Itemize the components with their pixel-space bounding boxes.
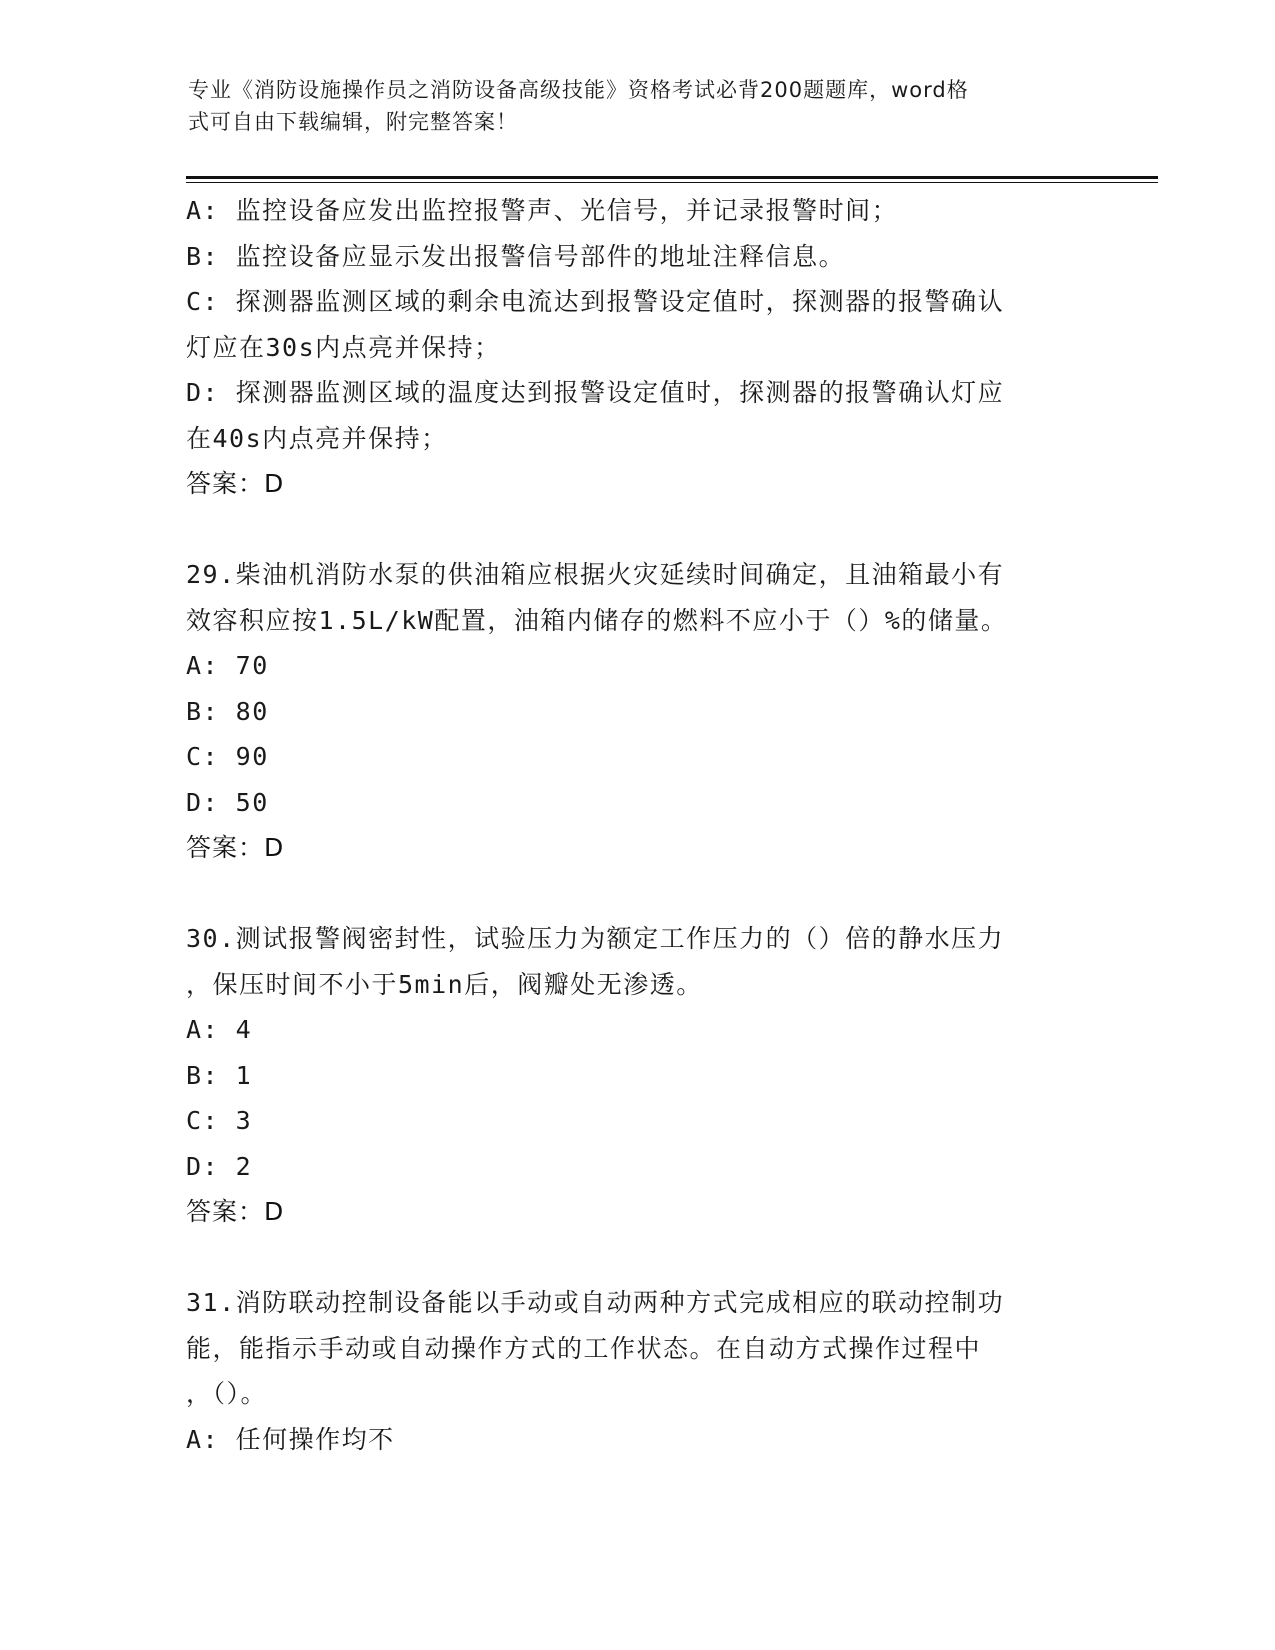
document-header	[188, 74, 1068, 138]
question-30-block	[186, 916, 1076, 1235]
header-title-line-1: 专业《消防设施操作员之消防设备高级技能》资格考试必背200题题库，word格	[188, 78, 969, 102]
q30-answer: 答案：D	[186, 1197, 285, 1226]
q31-stem-line-1: 31.消防联动控制设备能以手动或自动两种方式完成相应的联动控制功	[186, 1288, 1005, 1317]
q29-option-d: D: 50	[186, 787, 269, 817]
q28-option-b: B: 监控设备应显示发出报警信号部件的地址注释信息。	[186, 241, 846, 271]
q29-option-b: B: 80	[186, 696, 269, 726]
question-29-block	[186, 552, 1076, 871]
spacer	[186, 1235, 1076, 1281]
question-content	[186, 188, 1076, 1462]
question-31-block	[186, 1280, 1076, 1462]
q28-option-d-line-2: 在40s内点亮并保持；	[186, 423, 448, 453]
header-divider-thin	[186, 182, 1158, 183]
header-title-line-2: 式可自由下载编辑，附完整答案！	[188, 110, 518, 134]
q29-option-a: A: 70	[186, 651, 269, 680]
q29-answer: 答案：D	[186, 833, 285, 862]
q30-option-b: B: 1	[186, 1060, 253, 1090]
header-divider-thick	[186, 176, 1158, 179]
q29-stem-line-2: 效容积应按1.5L/kW配置，油箱内储存的燃料不应小于（）%的储量。	[186, 605, 1008, 635]
question-28-block	[186, 188, 1076, 507]
q28-option-a: A: 监控设备应发出监控报警声、光信号，并记录报警时间；	[186, 196, 899, 225]
q30-option-c: C: 3	[186, 1106, 253, 1135]
q28-option-d-line-1: D: 探测器监测区域的温度达到报警设定值时，探测器的报警确认灯应	[186, 378, 1005, 407]
q28-option-c-line-1: C: 探测器监测区域的剩余电流达到报警设定值时，探测器的报警确认	[186, 287, 1005, 316]
q31-stem-line-2: 能，能指示手动或自动操作方式的工作状态。在自动方式操作过程中	[186, 1333, 982, 1363]
q30-stem-line-2: ，保压时间不小于5min后，阀瓣处无渗透。	[186, 969, 703, 999]
q30-option-d: D: 2	[186, 1151, 253, 1181]
q30-option-a: A: 4	[186, 1015, 253, 1044]
spacer	[186, 871, 1076, 917]
spacer	[186, 507, 1076, 553]
q29-option-c: C: 90	[186, 742, 269, 771]
q28-answer: 答案：D	[186, 469, 285, 498]
q31-option-a: A: 任何操作均不	[186, 1424, 395, 1454]
q31-stem-line-3: ，（）。	[186, 1379, 268, 1408]
q28-option-c-line-2: 灯应在30s内点亮并保持；	[186, 332, 501, 362]
q30-stem-line-1: 30.测试报警阀密封性，试验压力为额定工作压力的（）倍的静水压力	[186, 924, 1005, 953]
q29-stem-line-1: 29.柴油机消防水泵的供油箱应根据火灾延续时间确定，且油箱最小有	[186, 560, 1005, 589]
